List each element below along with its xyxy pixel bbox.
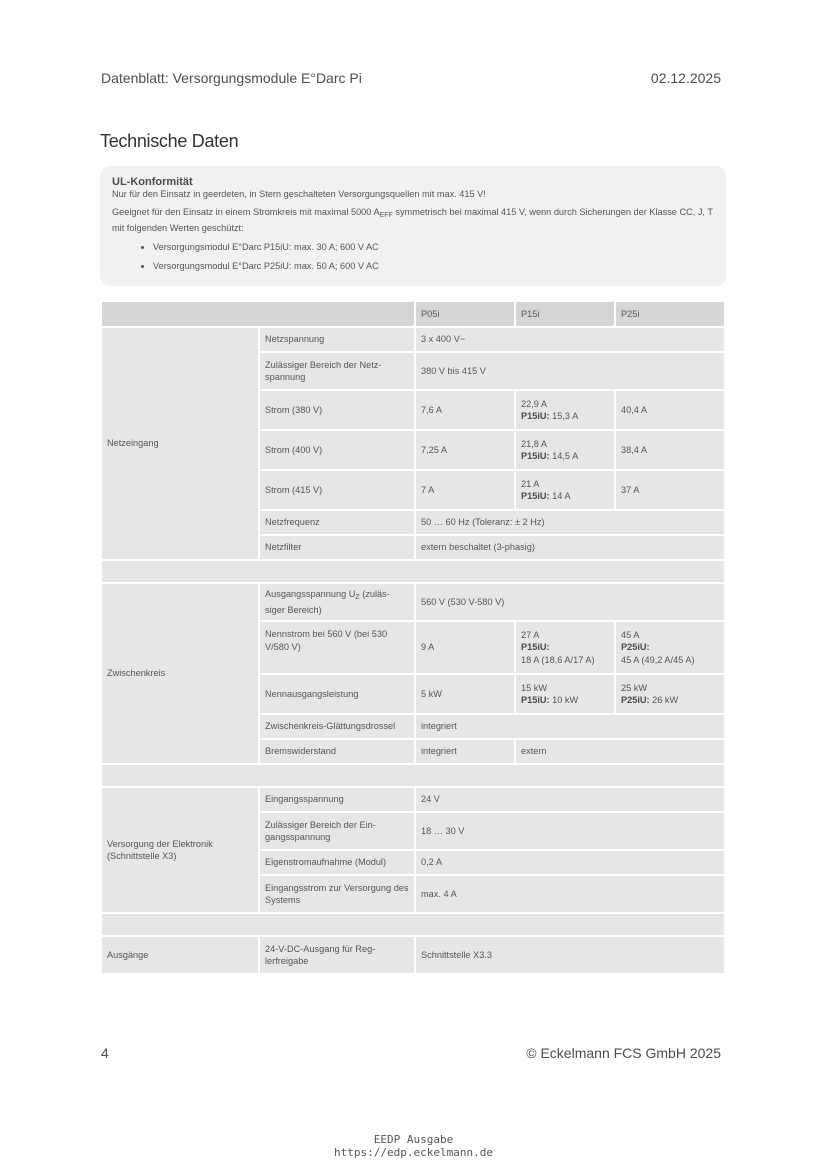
cell-value: 7 A <box>415 470 515 510</box>
cell-value: 9 A <box>415 621 515 674</box>
group-label: Zwischenkreis <box>101 583 259 764</box>
ul-line1: Nur für den Einsatz in geerdeten, in Stern geschalteten Versorgungsquellen mit max. 415 V! <box>112 189 486 199</box>
separator-row <box>101 764 725 787</box>
table-row <box>101 787 725 812</box>
cell-value: 15 kW P15iU: 10 kW <box>515 674 615 714</box>
row-label: Strom (380 V) <box>259 390 415 430</box>
table-row <box>101 936 725 974</box>
row-label: Zulässiger Bereich der Ein-gangsspannung <box>259 812 415 850</box>
row-label: Nennausgangsleistung <box>259 674 415 714</box>
header-empty <box>101 301 415 327</box>
cell-value: 45 A P25iU: 45 A (49,2 A/45 A) <box>615 621 725 674</box>
cell-value: 38,4 A <box>615 430 725 470</box>
cell-value: 22,9 A P15iU: 15,3 A <box>515 390 615 430</box>
cell-value: extern beschaltet (3-phasig) <box>415 535 725 560</box>
cell-value: 3 x 400 V~ <box>415 327 725 352</box>
cell-value: 18 … 30 V <box>415 812 725 850</box>
ul-conformity-box <box>100 166 726 286</box>
column-header: P25i <box>615 301 725 327</box>
list-item: • Versorgungsmodul E°Darc P25iU: max. 50 A; 600 V AC <box>153 260 714 273</box>
group-label: Versorgung der Elektronik (Schnittstelle X3) <box>101 787 259 913</box>
group-label: Ausgänge <box>101 936 259 974</box>
row-label: Strom (415 V) <box>259 470 415 510</box>
row-label: Eigenstromaufnahme (Modul) <box>259 850 415 875</box>
copyright: © Eckelmann FCS GmbH 2025 <box>526 1045 721 1061</box>
cell-value: 0,2 A <box>415 850 725 875</box>
separator-cell <box>101 560 725 583</box>
column-header: P05i <box>415 301 515 327</box>
cell-value: Schnittstelle X3.3 <box>415 936 725 974</box>
ul-line2: Geeignet für den Einsatz in einem Stromkreis mit maximal 5000 $A_{EFF}$ symmetrisch bei maximal 415 V, wenn durch Sicherungen der Klasse CC, J, T mit folgenden Werten geschützt: <box>112 207 713 233</box>
row-label: Bremswiderstand <box>259 739 415 764</box>
separator-cell <box>101 764 725 787</box>
row-label: 24-V-DC-Ausgang für Reg-lerfreigabe <box>259 936 415 974</box>
cell-value: max. 4 A <box>415 875 725 913</box>
list-item: • Versorgungsmodul E°Darc P15iU: max. 30 A; 600 V AC <box>153 241 714 254</box>
document-date: 02.12.2025 <box>650 70 721 86</box>
table-header-row <box>101 301 725 327</box>
document-title: Datenblatt: Versorgungsmodule E°Darc Pi <box>101 70 362 86</box>
cell-value: 21 A P15iU: 14 A <box>515 470 615 510</box>
section-title: Technische Daten <box>100 131 239 151</box>
cell-value: 7,25 A <box>415 430 515 470</box>
table-row <box>101 583 725 621</box>
table-row <box>101 327 725 352</box>
ul-fuse-list <box>112 241 714 273</box>
cell-value: 24 V <box>415 787 725 812</box>
row-label: Nennstrom bei 560 V (bei 530 V/580 V) <box>259 621 415 674</box>
row-label: Strom (400 V) <box>259 430 415 470</box>
edition-label: EEDP Ausgabe <box>373 1133 454 1146</box>
row-label: Netzspannung <box>259 327 415 352</box>
row-label: Eingangsspannung <box>259 787 415 812</box>
cell-value: 27 A P15iU: 18 A (18,6 A/17 A) <box>515 621 615 674</box>
page-number: 4 <box>101 1045 109 1061</box>
column-header: P15i <box>515 301 615 327</box>
separator-row <box>101 913 725 936</box>
ul-title: UL-Konformität <box>112 176 193 188</box>
separator-cell <box>101 913 725 936</box>
group-label: Netzeingang <box>101 327 259 560</box>
cell-value: 25 kW P25iU: 26 kW <box>615 674 725 714</box>
cell-value: 21,8 A P15iU: 14,5 A <box>515 430 615 470</box>
specs-table <box>100 300 726 975</box>
row-label: Eingangsstrom zur Versorgung des Systems <box>259 875 415 913</box>
cell-value: integriert <box>415 714 725 739</box>
row-label: Ausgangsspannung $U_Z$ (zuläs-siger Bereich) <box>259 583 415 621</box>
cell-value: 40,4 A <box>615 390 725 430</box>
cell-value: 50 … 60 Hz (Toleranz: ± 2 Hz) <box>415 510 725 535</box>
cell-value: integriert <box>415 739 515 764</box>
cell-value: 560 V (530 V-580 V) <box>415 583 725 621</box>
separator-row <box>101 560 725 583</box>
cell-value: 7,6 A <box>415 390 515 430</box>
edition-url[interactable]: https://edp.eckelmann.de <box>334 1146 493 1159</box>
edition-footer <box>0 1133 827 1159</box>
row-label: Zulässiger Bereich der Netz-spannung <box>259 352 415 390</box>
row-label: Netzfilter <box>259 535 415 560</box>
row-label: Netzfrequenz <box>259 510 415 535</box>
cell-value: 37 A <box>615 470 725 510</box>
row-label: Zwischenkreis-Glättungsdrossel <box>259 714 415 739</box>
cell-value: 380 V bis 415 V <box>415 352 725 390</box>
cell-value: 5 kW <box>415 674 515 714</box>
cell-value: extern <box>515 739 725 764</box>
